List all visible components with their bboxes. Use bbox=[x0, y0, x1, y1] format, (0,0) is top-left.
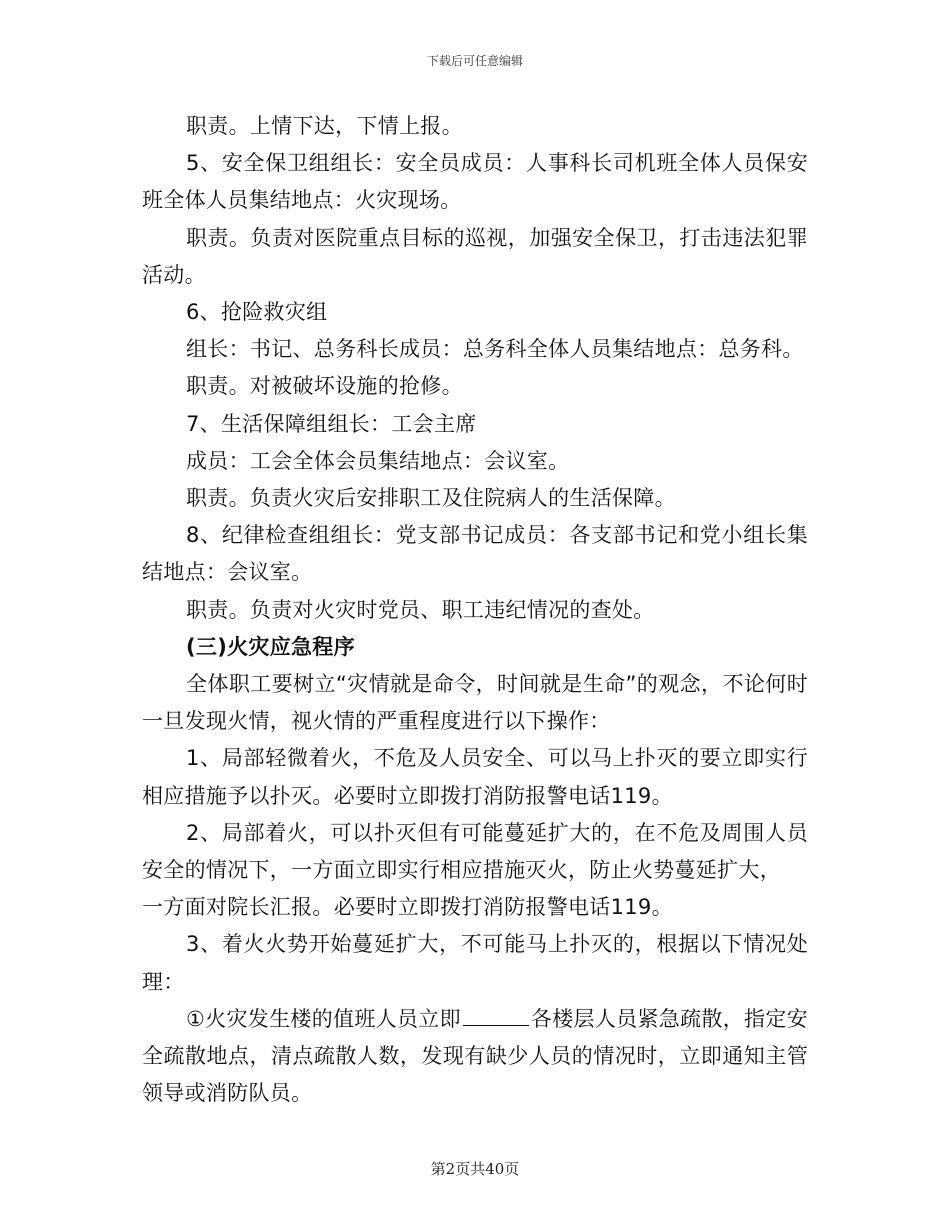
page-footer: 第2页共40页 bbox=[430, 1160, 520, 1178]
paragraph-logistics-group-title: 7、生活保障组组长：工会主席 bbox=[186, 411, 477, 436]
sub-1-text-after: 各楼层人员紧急疏散，指定安全疏散地点，清点疏散人数，发现有缺少人员的情况时，立即通知主管领导或消防队员。 bbox=[142, 1006, 808, 1106]
page-header: 下载后可任意编辑 bbox=[426, 54, 523, 68]
paragraph-step-1: 1、局部轻微着火，不危及人员安全、可以马上扑灭的要立即实行相应措施予以扑灭。必要时立即拨打消防报警电话119。 bbox=[142, 746, 808, 808]
paragraph-step-3: 3、着火火势开始蔓延扩大，不可能马上扑灭的，根据以下情况处理： bbox=[142, 932, 808, 994]
paragraph-security-duty: 职责。负责对医院重点目标的巡视，加强安全保卫，打击违法犯罪活动。 bbox=[142, 225, 808, 287]
paragraph-step-2: 2、局部着火，可以扑灭但有可能蔓延扩大的，在不危及周围人员安全的情况下，一方面立即实行相应措施灭火，防止火势蔓延扩大， bbox=[142, 820, 808, 883]
paragraph-step-2-continued: 一方面对院长汇报。必要时立即拨打消防报警电话119。 bbox=[142, 895, 673, 920]
fill-in-blank bbox=[463, 1007, 529, 1026]
paragraph-duty-report: 职责。上情下达，下情上报。 bbox=[186, 114, 463, 138]
paragraph-discipline-group: 8、纪律检查组组长：党支部书记成员：各支部书记和党小组长集结地点：会议室。 bbox=[142, 523, 808, 585]
paragraph-procedure-intro: 全体职工要树立“灾情就是命令，时间就是生命”的观念，不论何时一旦发现火情，视火情的严重程度进行以下操作： bbox=[142, 672, 808, 734]
paragraph-step-3-sub-1 bbox=[142, 1001, 808, 1113]
paragraph-rescue-group-title: 6、抢险救灾组 bbox=[186, 300, 328, 325]
paragraph-logistics-duty: 职责。负责火灾后安排职工及住院病人的生活保障。 bbox=[186, 486, 676, 511]
paragraph-discipline-duty: 职责。负责对火灾时党员、职工违纪情况的查处。 bbox=[186, 597, 655, 622]
document-body bbox=[142, 108, 808, 1112]
paragraph-logistics-members: 成员：工会全体会员集结地点：会议室。 bbox=[186, 448, 570, 473]
section-heading-fire-procedure: (三)火灾应急程序 bbox=[186, 634, 355, 659]
sub-1-text-before: ①火灾发生楼的值班人员立即 bbox=[186, 1006, 461, 1031]
paragraph-rescue-group-members: 组长：书记、总务科长成员：总务科全体人员集结地点：总务科。 bbox=[186, 337, 804, 362]
paragraph-security-group: 5、安全保卫组组长：安全员成员：人事科长司机班全体人员保安班全体人员集结地点：火灾现场。 bbox=[142, 151, 808, 213]
paragraph-rescue-duty: 职责。对被破坏设施的抢修。 bbox=[186, 374, 463, 399]
